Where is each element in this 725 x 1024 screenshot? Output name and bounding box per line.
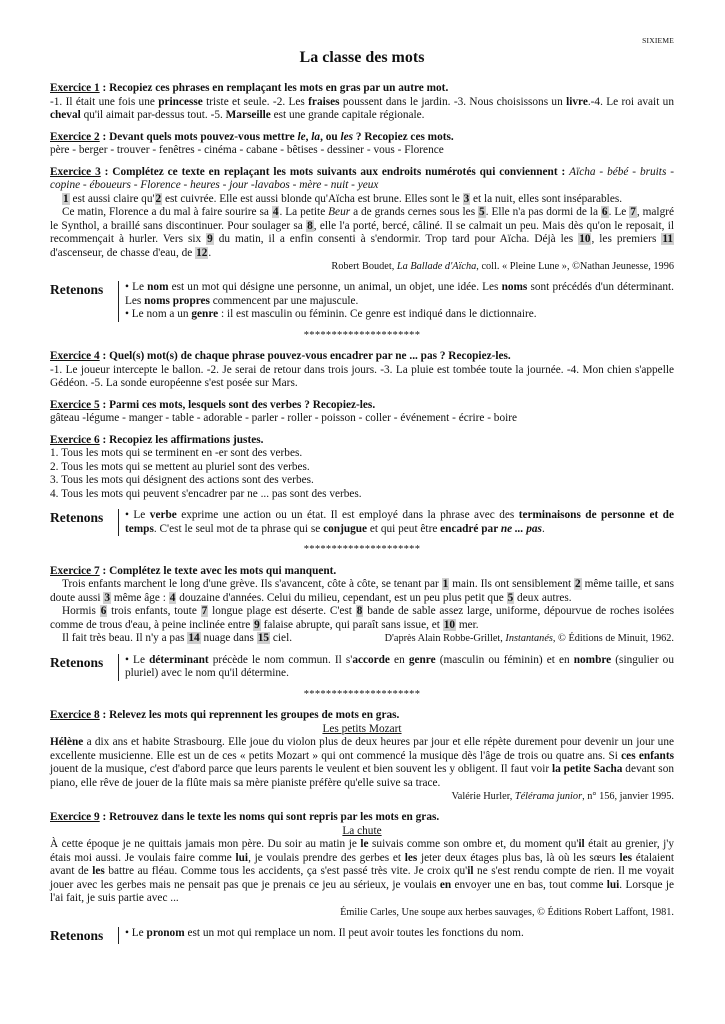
exercise-5-instruction: Exercice 5 : Parmi ces mots, lesquels sont des verbes ? Recopiez-les. xyxy=(50,398,376,411)
exercise-1-text: -1. Il était une fois une princesse triste et seule. -2. Les fraises poussent dans le jardin. -3. Nous choisissons un livre.-4. Le roi avait un cheval qu'il aimait par-dessus tout. -5. Marseille est une grande capitale régionale. xyxy=(50,95,674,121)
exercise-9-source: Émilie Carles, Une soupe aux herbes sauvages, © Éditions Robert Laffont, 1981. xyxy=(340,906,674,918)
exercise-9-instruction: Exercice 9 : Retrouvez dans le texte les noms qui sont repris par les mots en gras. xyxy=(50,811,440,823)
exercise-8 xyxy=(50,709,674,803)
list-item: 4. Tous les mots qui peuvent s'encadrer par ne ... pas sont des verbes. xyxy=(50,487,362,500)
exercise-4-text: -1. Le joueur intercepte le ballon. -2. Je serai de retour dans trois jours. -3. La pluie est tombée toute la journée. -4. Mon chien s'appelle Gédéon. -5. La sonde européenne s'est posée sur Mars. xyxy=(50,363,674,389)
exercise-2-instruction: Exercice 2 : Devant quels mots pouvez-vous mettre le, la, ou les ? Recopiez ces mots. xyxy=(50,130,454,143)
exercise-3-paragraph-1: 1 est aussi claire qu'2 est cuivrée. Elle est aussi blonde qu'Aïcha est brune. Elles sont le 3 et la nuit, elles sont inséparables. xyxy=(63,192,623,205)
exercise-3-paragraph-2: Ce matin, Florence a du mal à faire sourire sa 4. La petite Beur a de grands cernes sous les 5. Elle n'a pas dormi de la 6. Le 7, malgré le Synthol, a braillé sans discontinuer. Pour soulager sa 8, elle l'a porté, bercé, câliné. Il se calmait un peu. Mais dès qu'on le reposait, il recommençait à hurler. Vers six 9 du matin, il a enfin consenti à s'endormir. Trop tard pour Aïcha. Déjà les 10, les premiers 11 d'ascenseur, de chasse d'eau, de 12. xyxy=(50,206,674,259)
exercise-8-source: Valérie Hurler, Télérama junior, n° 156, janvier 1995. xyxy=(451,791,674,802)
exercise-4-instruction: Exercice 4 : Quel(s) mot(s) de chaque phrase pouvez-vous encadrer par ne ... pas ? Recopiez-les. xyxy=(50,350,511,362)
retenons-content: • Le nom est un mot qui désigne une personne, un animal, un objet, une idée. Les noms sont précédés d'un déterminant. Les noms propres commencent par une majuscule. • Le nom a un genre : il est masculin ou féminin. Ce genre est indiqué dans le dictionnaire. xyxy=(118,281,674,322)
retenons-box-1 xyxy=(50,281,674,322)
retenons-box-4 xyxy=(50,927,674,944)
retenons-content: • Le déterminant précède le nom commun. Il s'accorde en genre (masculin ou féminin) et en nombre (singulier ou pluriel) avec le nom qu'il détermine. xyxy=(118,654,674,681)
exercise-9 xyxy=(50,811,674,919)
page-title: La classe des mots xyxy=(299,49,425,66)
exercise-7-instruction: Exercice 7 : Complétez le texte avec les mots qui manquent. xyxy=(50,564,337,577)
retenons-label: Retenons xyxy=(50,510,104,525)
exercise-8-instruction: Exercice 8 : Relevez les mots qui reprennent les groupes de mots en gras. xyxy=(50,709,400,721)
exercise-3-instruction: Exercice 3 : Complétez ce texte en replaçant les mots suivants aux endroits numérotés qui conviennent : Aïcha - bébé - bruits - copine - éboueurs - Florence - heures - jour -lavabos - mère - nuit - yeux xyxy=(50,165,674,191)
separator: ********************* xyxy=(303,544,421,555)
separator: ********************* xyxy=(303,329,421,341)
exercise-4 xyxy=(50,350,674,391)
exercise-7-paragraph-2: Hormis 6 trois enfants, toute 7 longue plage est déserte. C'est 8 bande de sable assez large, uniforme, dépourvue de roches isolées comme de trous d'eau, à peine inclinée entre 9 falaise abrupte, qui paraît sans issue, et 10 mer. xyxy=(50,605,675,631)
worksheet-page xyxy=(50,36,674,944)
retenons-label: Retenons xyxy=(50,654,104,670)
retenons-box-3 xyxy=(50,654,674,681)
exercise-7-paragraph-3: Il fait très beau. Il n'y a pas 14 nuage dans 15 ciel. D'après Alain Robbe-Grillet, Instantanés, © Éditions de Minuit, 1962. xyxy=(62,632,674,644)
exercise-1-instruction: Exercice 1 : Recopiez ces phrases en remplaçant les mots en gras par un autre mot. xyxy=(50,82,449,94)
exercise-6 xyxy=(50,434,674,502)
exercise-9-story-title: La chute xyxy=(342,824,382,837)
exercise-2 xyxy=(50,131,674,158)
exercise-7 xyxy=(50,565,674,646)
retenons-label: Retenons xyxy=(50,282,104,297)
list-item: 1. Tous les mots qui se terminent en -er sont des verbes. xyxy=(50,447,303,459)
retenons-content: • Le pronom est un mot qui remplace un nom. Il peut avoir toutes les fonctions du nom. xyxy=(118,927,674,944)
exercise-5 xyxy=(50,399,674,426)
exercise-6-instruction: Exercice 6 : Recopiez les affirmations justes. xyxy=(50,433,264,446)
exercise-8-text: Hélène a dix ans et habite Strasbourg. Elle joue du violon plus de deux heures par jour et elle répète durement pour devenir un jour une excellente musicienne. Elle est un de ces « petits Mozart » qui ont commencé la musique dès l'âge de trois ou quatre ans. Si ces enfants jouent de la musique, c'est d'abord parce que leurs parents le veulent et bien souvent les y obligent. Il faut voir la petite Sacha devant son piano, elle rêve de jouer de la flûte mais sa mère pianiste préfère qu'elle suive sa trace. xyxy=(50,736,674,789)
exercise-3-source: Robert Boudet, La Ballade d'Aïcha, coll. « Pleine Lune », ©Nathan Jeunesse, 1996 xyxy=(331,261,674,272)
separator: ********************* xyxy=(303,688,421,700)
level-label: SIXIEME xyxy=(642,36,674,45)
exercise-7-paragraph-1: Trois enfants marchent le long d'une grève. Ils s'avancent, côte à côte, se tenant par 1 main. Ils ont sensiblement 2 même taille, et sans doute aussi 3 même âge : 4 douzaine d'années. Celui du milieu, cependant, est un peu plus petit que 5 deux autres. xyxy=(50,578,675,604)
retenons-content: • Le verbe exprime une action ou un état. Il est employé dans la phrase avec des terminaisons de personne et de temps. C'est le seul mot de ta phrase qui se conjugue et qui peut être encadré par ne ... pas. xyxy=(118,509,674,536)
list-item: 3. Tous les mots qui désignent des actions sont des verbes. xyxy=(50,474,314,486)
retenons-label: Retenons xyxy=(50,927,104,943)
exercise-3 xyxy=(50,166,674,274)
list-item: 2. Tous les mots qui se mettent au pluriel sont des verbes. xyxy=(50,460,310,473)
retenons-box-2 xyxy=(50,509,674,536)
exercise-8-story-title: Les petits Mozart xyxy=(322,722,402,735)
exercise-1 xyxy=(50,82,674,123)
exercise-2-text: père - berger - trouver - fenêtres - cinéma - cabane - bêtises - dessiner - vous - Florence xyxy=(50,144,444,156)
exercise-5-text: gâteau -légume - manger - table - adorable - parler - roller - poisson - coller - événement - écrire - boire xyxy=(50,412,518,424)
exercise-9-text: À cette époque je ne quittais jamais mon père. Du soir au matin je le suivais comme son ombre et, du moment qu'il était au grenier, j'y étais moi aussi. Je voulais faire comme lui, je voulais prendre des gerbes et les jeter deux étages plus bas, là où les sœurs les étalaient avant de les battre au fléau. Comme tous les accidents, ça s'est passé très vite. Je croix qu'il ne s'est rendu compte de rien. Il me voyait jouer avec les gerbes mais ne pensait pas que je prenais ce jeu au sérieux, je voulais en envoyer une en bas, tout comme lui. Lorsque je l'ai fait, je suis partie avec ... xyxy=(50,838,674,904)
